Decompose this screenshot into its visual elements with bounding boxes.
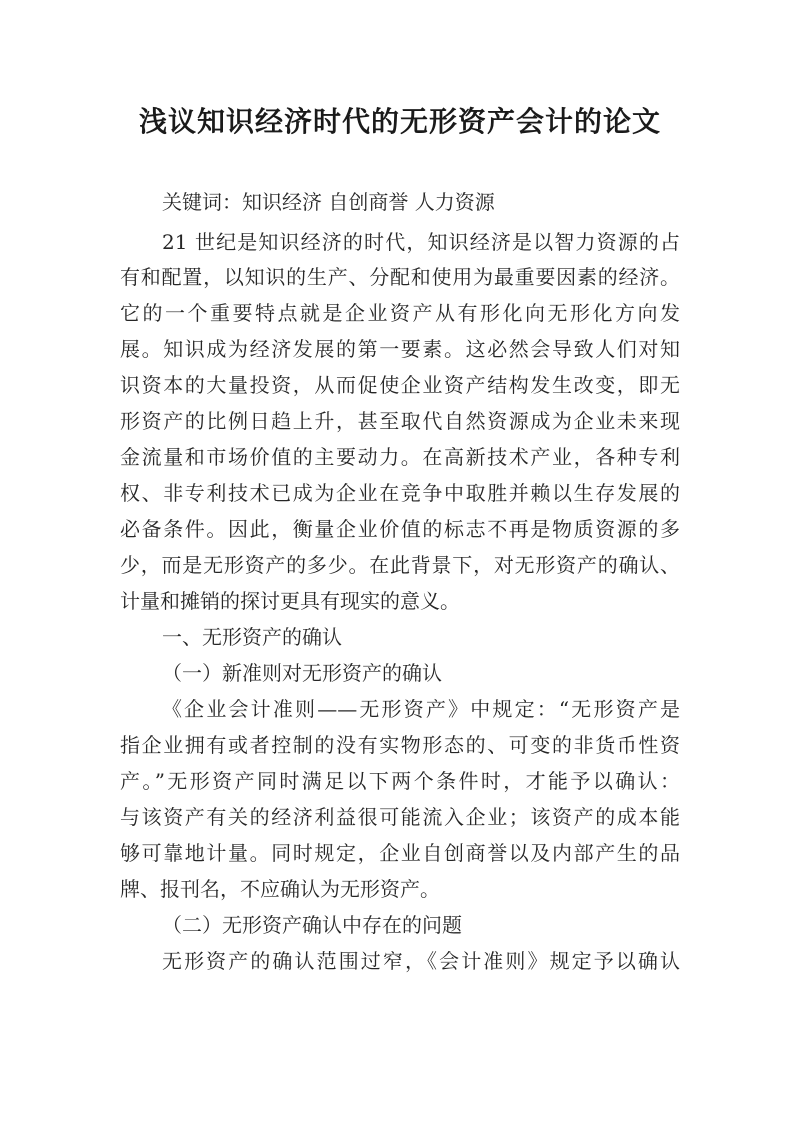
paragraph-line: 《企业会计准则——无形资产》中规定：“无形资产是	[162, 697, 680, 721]
paragraph-line: 权、非专利技术已成为企业在竞争中取胜并赖以生存发展的	[120, 481, 680, 505]
document-title: 浅议知识经济时代的无形资产会计的论文	[138, 105, 661, 138]
paragraph-line: 计量和摊销的探讨更具有现实的意义。	[120, 589, 460, 613]
paragraph-line: 必备条件。因此，衡量企业价值的标志不再是物质资源的多	[120, 517, 680, 541]
paragraph-line: 形资产的比例日趋上升，甚至取代自然资源成为企业未来现	[120, 409, 680, 433]
paragraph-line: 产。”无形资产同时满足以下两个条件时，才能予以确认：	[120, 769, 680, 793]
paragraph-line: 识资本的大量投资，从而促使企业资产结构发生改变，即无	[120, 373, 680, 397]
paragraph-line: 与该资产有关的经济利益很可能流入企业；该资产的成本能	[120, 805, 680, 829]
subsection-heading: （一）新准则对无形资产的确认	[162, 661, 442, 685]
paragraph-line: 够可靠地计量。同时规定，企业自创商誉以及内部产生的品	[120, 841, 680, 865]
paragraph-line: 少，而是无形资产的多少。在此背景下，对无形资产的确认、	[120, 553, 680, 577]
paragraph-line: 指企业拥有或者控制的没有实物形态的、可变的非货币性资	[120, 733, 680, 757]
paragraph-line: 有和配置，以知识的生产、分配和使用为最重要因素的经济。	[120, 265, 680, 289]
paragraph-line: 牌、报刊名，不应确认为无形资产。	[120, 877, 440, 901]
paragraph-line: 21 世纪是知识经济的时代，知识经济是以智力资源的占	[162, 230, 680, 254]
paragraph-line: 它的一个重要特点就是企业资产从有形化向无形化方向发	[120, 301, 680, 325]
paragraph-line: 无形资产的确认范围过窄，《会计准则》规定予以确认	[162, 949, 680, 973]
paragraph-line: 展。知识成为经济发展的第一要素。这必然会导致人们对知	[120, 337, 680, 361]
section-heading: 一、无形资产的确认	[162, 625, 342, 649]
subsection-heading: （二）无形资产确认中存在的问题	[162, 913, 462, 937]
paragraph-line: 金流量和市场价值的主要动力。在高新技术产业，各种专利	[120, 445, 680, 469]
keywords-line: 关键词：知识经济 自创商誉 人力资源	[162, 190, 495, 214]
